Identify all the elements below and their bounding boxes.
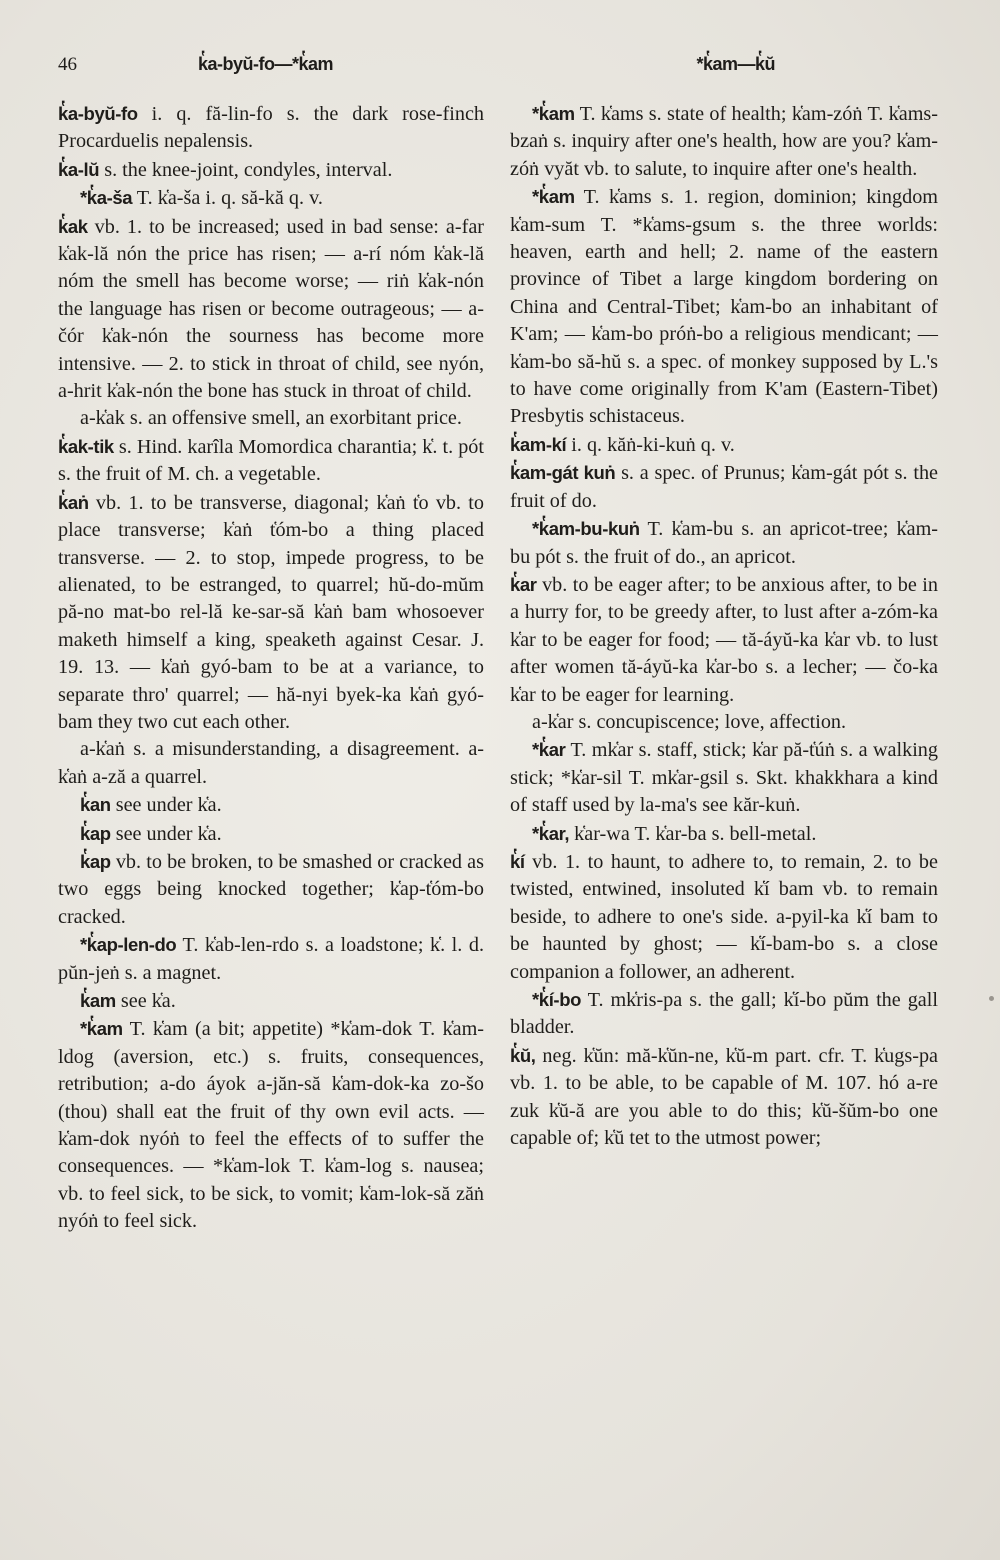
dictionary-entry: [510, 183, 938, 431]
entry-definition: s. a spec. of Prunus; k̔am-gát pót s. the fruit of do.: [510, 462, 938, 512]
entry-definition: T. k̔am-bu s. an apricot-tree; k̔am-bu pót s. the fruit of do., an apricot.: [510, 518, 938, 568]
entry-definition: T. mk̔ar s. staff, stick; k̔ar pă-t̔úṅ s. a walking stick; *k̔ar-sil T. mk̔ar-gsil s. Skt. khakkhara a kind of staff used by la-ma's see kăr-kuṅ.: [510, 739, 938, 817]
entry-headword: k̔am-gát kuṅ: [510, 462, 616, 484]
entry-definition: neg. k̔ŭn: mă-k̔ŭn-ne, k̔ŭ-m part. cfr. T. k̔ugs-pa vb. 1. to be able, to be capable of M. 107. hó a-re zuk k̔ŭ-ă are you able to do this; k̔ŭ-šŭm-bo one capable of; k̔ŭ tet to the utmost power;: [510, 1044, 938, 1150]
dictionary-entry: [58, 213, 484, 406]
dictionary-entry: [58, 405, 484, 432]
entry-headword: k̔ar: [510, 573, 537, 595]
dictionary-entry: [58, 1015, 484, 1235]
dictionary-entry: [510, 100, 938, 183]
entry-headword: k̔an: [80, 794, 111, 816]
entry-headword: k̔ap: [80, 850, 111, 872]
dictionary-entry: [58, 848, 484, 931]
left-running-head: k̔a-byŭ-fo—*k̔am: [198, 54, 334, 74]
left-column: [58, 100, 484, 1236]
dictionary-entry: [510, 820, 938, 848]
entry-headword: *k̔í-bo: [532, 989, 581, 1010]
entry-headword: *k̔am: [532, 186, 575, 208]
entry-definition: T. k̔ams s. state of health; k̔am-zóṅ T. k̔ams-bzaṅ s. inquiry after one's health, how are you? k̔am-zóṅ vyăt vb. to salute, to inquire after one's health.: [510, 103, 938, 180]
entry-headword: k̔ŭ,: [510, 1044, 536, 1066]
dictionary-entry: [58, 736, 484, 791]
dictionary-entry: [58, 433, 484, 489]
entry-definition: vb. to be eager after; to be anxious after, to be in a hurry for, to be greedy after, to lust after a-zóm-ka k̔ar to be eager for food; — tă-áyŭ-ka k̔ar vb. to lust after women tă-áyŭ-ka k̔ar-bo s. a lecher; — čo-ka k̔ar to be eager for learning.: [510, 573, 938, 706]
entry-headword: k̔ap: [80, 822, 111, 844]
dictionary-entry: [58, 820, 484, 848]
right-column: [510, 100, 938, 1152]
dictionary-entry: [58, 987, 484, 1015]
entry-definition: vb. 1. to be increased; used in bad sense: a-far k̔ak-lă nón the price has risen; — a-rí nóm k̔ak-lă nóm the smell has become worse; — riṅ k̔ak-nón the language has risen or become outrageous; — a-čór k̔ak-nón the sourness has become more intensive. — 2. to stick in throat of child, see nyón, a-hrit k̔ak-nón the bone has stuck in throat of child.: [58, 215, 484, 403]
entry-headword: k̔a-byŭ-fo: [58, 103, 138, 124]
dictionary-entry: [58, 791, 484, 819]
entry-definition: a-k̔ak s. an offensive smell, an exorbitant price.: [80, 407, 462, 430]
right-running-head: *k̔am—k̔ŭ: [696, 54, 775, 74]
entry-definition: a-k̔aṅ s. a misunderstanding, a disagreement. a-k̔aṅ a-ză a quarrel.: [58, 738, 484, 788]
entry-headword: *k̔am: [532, 103, 575, 124]
dictionary-entry: [58, 156, 484, 184]
entry-headword: k̔ak: [58, 215, 88, 237]
dictionary-entry: [58, 184, 484, 212]
entry-definition: see under k̔a.: [110, 794, 222, 817]
dictionary-entry: [510, 515, 938, 571]
entry-headword: k̔ak-tik: [58, 435, 114, 457]
entry-headword: k̔í: [510, 850, 525, 872]
dictionary-entry: [510, 709, 938, 736]
dictionary-entry: [58, 489, 484, 737]
dictionary-entry: [58, 931, 484, 987]
entry-definition: vb. 1. to be transverse, diagonal; k̔aṅ t̔o vb. to place transverse; k̔aṅ t̔óm-bo a thing placed transverse. — 2. to stop, impede progress, to be alienated, to be estranged, to quarrel; hŭ-do-mŭm pă-no mat-bo rel-lă ke-sar-să k̔aṅ bam whosoever maketh himself a king, speaketh against Cesar. J. 19. 13. — k̔aṅ gyó-bam to be at a variance, to separate thro' quarrel; — hă-nyi byek-ka k̔aṅ gyó-bam they two cut each other.: [58, 491, 484, 733]
entry-headword: *k̔ar: [532, 739, 566, 761]
page-number: 46: [58, 54, 77, 75]
entry-definition: vb. to be broken, to be smashed or cracked as two eggs being knocked together; k̔ap-t̔óm-bo cracked.: [58, 850, 484, 928]
dictionary-entry: [510, 571, 938, 709]
dictionary-entry: [510, 986, 938, 1042]
entry-definition: T. mk̔ris-pa s. the gall; k̔í-bo pŭm the gall bladder.: [510, 989, 938, 1039]
entry-headword: *k̔ap-len-do: [80, 934, 177, 956]
entry-definition: see k̔a.: [115, 990, 176, 1012]
entry-headword: *k̔ar,: [532, 822, 570, 844]
entry-definition: i. q. kăṅ-ki-kuṅ q. v.: [566, 433, 735, 456]
dictionary-entry: [510, 736, 938, 819]
dictionary-entry: [510, 848, 938, 986]
entry-definition: a-k̔ar s. concupiscence; love, affection.: [532, 710, 847, 733]
entry-headword: *k̔am-bu-kuṅ: [532, 518, 640, 540]
margin-speck: [989, 996, 994, 1001]
dictionary-entry: [510, 1042, 938, 1153]
dictionary-entry: [510, 431, 938, 459]
entry-headword: *k̔am: [80, 1018, 123, 1040]
entry-definition: T. k̔am (a bit; appetite) *k̔am-dok T. k̔am-ldog (aversion, etc.) s. fruits, consequences, retribution; a-do áyok a-jăn-să k̔am-dok-ka zo-šo (thou) shall eat the fruit of thy own evil acts. — k̔am-dok nyóṅ to feel the effects of to suffer the consequences. — *k̔am-lok T. k̔am-log s. nausea; vb. to feel sick, to be sick, to vomit; k̔am-lok-să zăṅ nyóṅ to feel sick.: [58, 1018, 484, 1233]
entry-definition: T. k̔ams s. 1. region, dominion; kingdom k̔am-sum T. *k̔ams-gsum s. the three worlds: heaven, earth and hell; 2. name of the eastern province of Tibet a large kingdom bordering on China and Central-Tibet; k̔am-bo an inhabitant of K'am; — k̔am-bo próṅ-bo a religious mendicant; — k̔am-bo să-hŭ s. a spec. of monkey supposed by L.'s to have come originally from K'am (Eastern-Tibet) Presbytis schistaceus.: [510, 186, 938, 428]
dictionary-entry: [58, 100, 484, 156]
entry-headword: k̔am-kí: [510, 433, 567, 455]
entry-definition: T. k̔ab-len-rdo s. a loadstone; k̔. l. d. pŭn-jeṅ s. a magnet.: [58, 934, 484, 984]
entry-definition: vb. 1. to haunt, to adhere to, to remain, 2. to be twisted, entwined, insoluted k̔í bam vb. to remain beside, to adhere to one's side. a-pyil-ka k̔í bam to be haunted by ghost; — k̔í-bam-bo s. a close companion a follower, an adherent.: [510, 850, 938, 983]
entry-definition: s. the knee-joint, condyles, interval.: [99, 158, 393, 181]
entry-definition: s. Hind. karîla Momordica charantia; k̔. t. pót s. the fruit of M. ch. a vegetable.: [58, 435, 484, 486]
entry-definition: see under k̔a.: [110, 822, 222, 845]
entry-definition: T. k̔a-ša i. q. să-kă q. v.: [132, 187, 323, 210]
page-header: [58, 54, 940, 84]
entry-headword: k̔a-lŭ: [58, 158, 100, 180]
entry-headword: *k̔a-ša: [80, 187, 133, 209]
dictionary-entry: [510, 459, 938, 515]
entry-definition: k̔ar-wa T. k̔ar-ba s. bell-metal.: [569, 822, 817, 845]
entry-headword: k̔am: [80, 990, 116, 1011]
entry-headword: k̔aṅ: [58, 491, 89, 513]
entry-definition: i. q. fă-lin-fo s. the dark rose-finch Procarduelis nepalensis.: [58, 103, 484, 153]
